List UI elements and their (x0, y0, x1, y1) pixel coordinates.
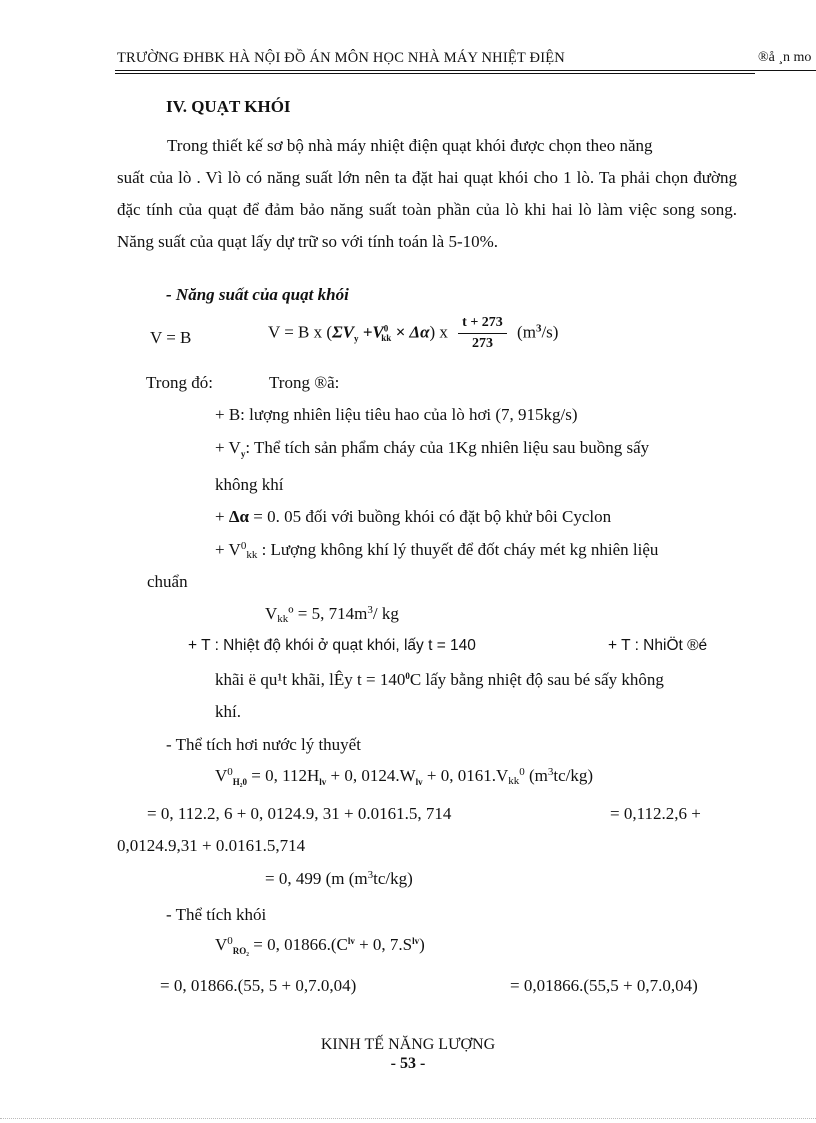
item-t-right: + T : NhiÖt ®é (608, 637, 708, 654)
steam-calc-line2: 0,0124.9,31 + 0.0161.5,714 (117, 836, 306, 855)
flue-formula: $V^0_{RO_2} = 0$, $01866.(C^{lv} + 0$, $7.S^{lv}$) (215, 935, 425, 956)
flue-heading: - Thể tích khói (166, 905, 267, 924)
item-v0kk: + $V^0_{kk}$ : Lượng không khí lý thuyết để đốt cháy mét kg nhiên liệu (215, 540, 659, 561)
intro-paragraph (117, 130, 737, 258)
temperature-fraction: $\frac{t + 273}{273}$ (458, 315, 507, 352)
intro-rest: suất của lò . Vì lò có năng suất lớn nên ta đặt hai quạt khói cho 1 lò. Ta phải chọn đường đặc tính của quạt để đảm bảo năng suất toàn phần của lò khi hai lò làm việc song song. Năng suất của quạt lấy dự trữ so với tính toán là 5-10%. (117, 168, 737, 251)
capacity-heading: - Năng suất của quạt khói (166, 285, 349, 304)
where-label: Trong đó: (146, 373, 213, 392)
item-t-line3: khí. (215, 702, 241, 721)
item-delta-alpha: + Δα = 0. 05 đối với buồng khói có đặt bộ khử bôi Cyclon (215, 507, 612, 526)
steam-result: = 0, 499 (m $(m^3tc/kg)$ (265, 869, 413, 888)
flue-calc-right: = 0,01866.(55,5 + 0,7.0,04) (510, 976, 698, 995)
header-rule-thin (115, 73, 755, 74)
vkk-value: $V_{kk}º = 5$, $714m^3/$ kg (265, 604, 399, 625)
where-label-legacy: Trong ®ã: (269, 373, 340, 392)
section-title: IV. QUẠT KHÓI (166, 97, 291, 116)
capacity-formula: V = B x $(\Sigma V_y +V^0_{kk} \times \Delta\alpha)$ x $\frac{t + 273}{273}$ $(m^3/s)$ (268, 315, 559, 351)
steam-formula: $V^0_{H_20} = 0$, $112H_{lv} + 0$, $0124.W_{lv} + 0$, $0161.V_{kk}^0$ $(m^3tc/kg)$ (215, 766, 594, 787)
formula-v-left: V = B (150, 328, 192, 347)
page-number: - 53 - (390, 1055, 426, 1072)
item-b: + B: lượng nhiên liệu tiêu hao của lò hơi (7, 915kg/s) (215, 405, 578, 424)
running-header-title: TRƯỜNG ĐHBK HÀ NỘI ĐỒ ÁN MÔN HỌC NHÀ MÁY NHIỆT ĐIỆN (117, 50, 565, 66)
steam-heading: - Thể tích hơi nước lý thuyết (166, 735, 361, 754)
item-t-left: + T : Nhiệt độ khói ở quạt khói, lấy t = 140 (188, 637, 476, 654)
footer-title: KINH TẾ NĂNG LƯỢNG (320, 1036, 496, 1053)
steam-calc-right: = 0,112.2,6 + (610, 804, 701, 823)
item-vy: + $V_y$: Thể tích sản phẩm cháy của 1Kg nhiên liệu sau buồng sấy (215, 438, 650, 459)
running-header-right: ®å ¸n mo (758, 50, 812, 65)
header-rule (115, 70, 816, 71)
item-vy-cont: không khí (215, 475, 284, 494)
item-t-line2: khãi ë qu¹t khãi, lÊy $t = 140^0C$ lấy bằng nhiệt độ sau bé sấy không (215, 670, 664, 689)
item-v0kk-cont: chuẩn (147, 572, 188, 591)
steam-calc-left: = 0, 112.2, 6 + 0, 0124.9, 31 + 0.0161.5, 714 (147, 804, 452, 823)
intro-first-line: Trong thiết kế sơ bộ nhà máy nhiệt điện quạt khói được chọn theo năng (167, 136, 653, 155)
page-bottom-rule (0, 1118, 816, 1119)
flue-calc-left: = 0, 01866.(55, 5 + 0,7.0,04) (160, 976, 357, 995)
